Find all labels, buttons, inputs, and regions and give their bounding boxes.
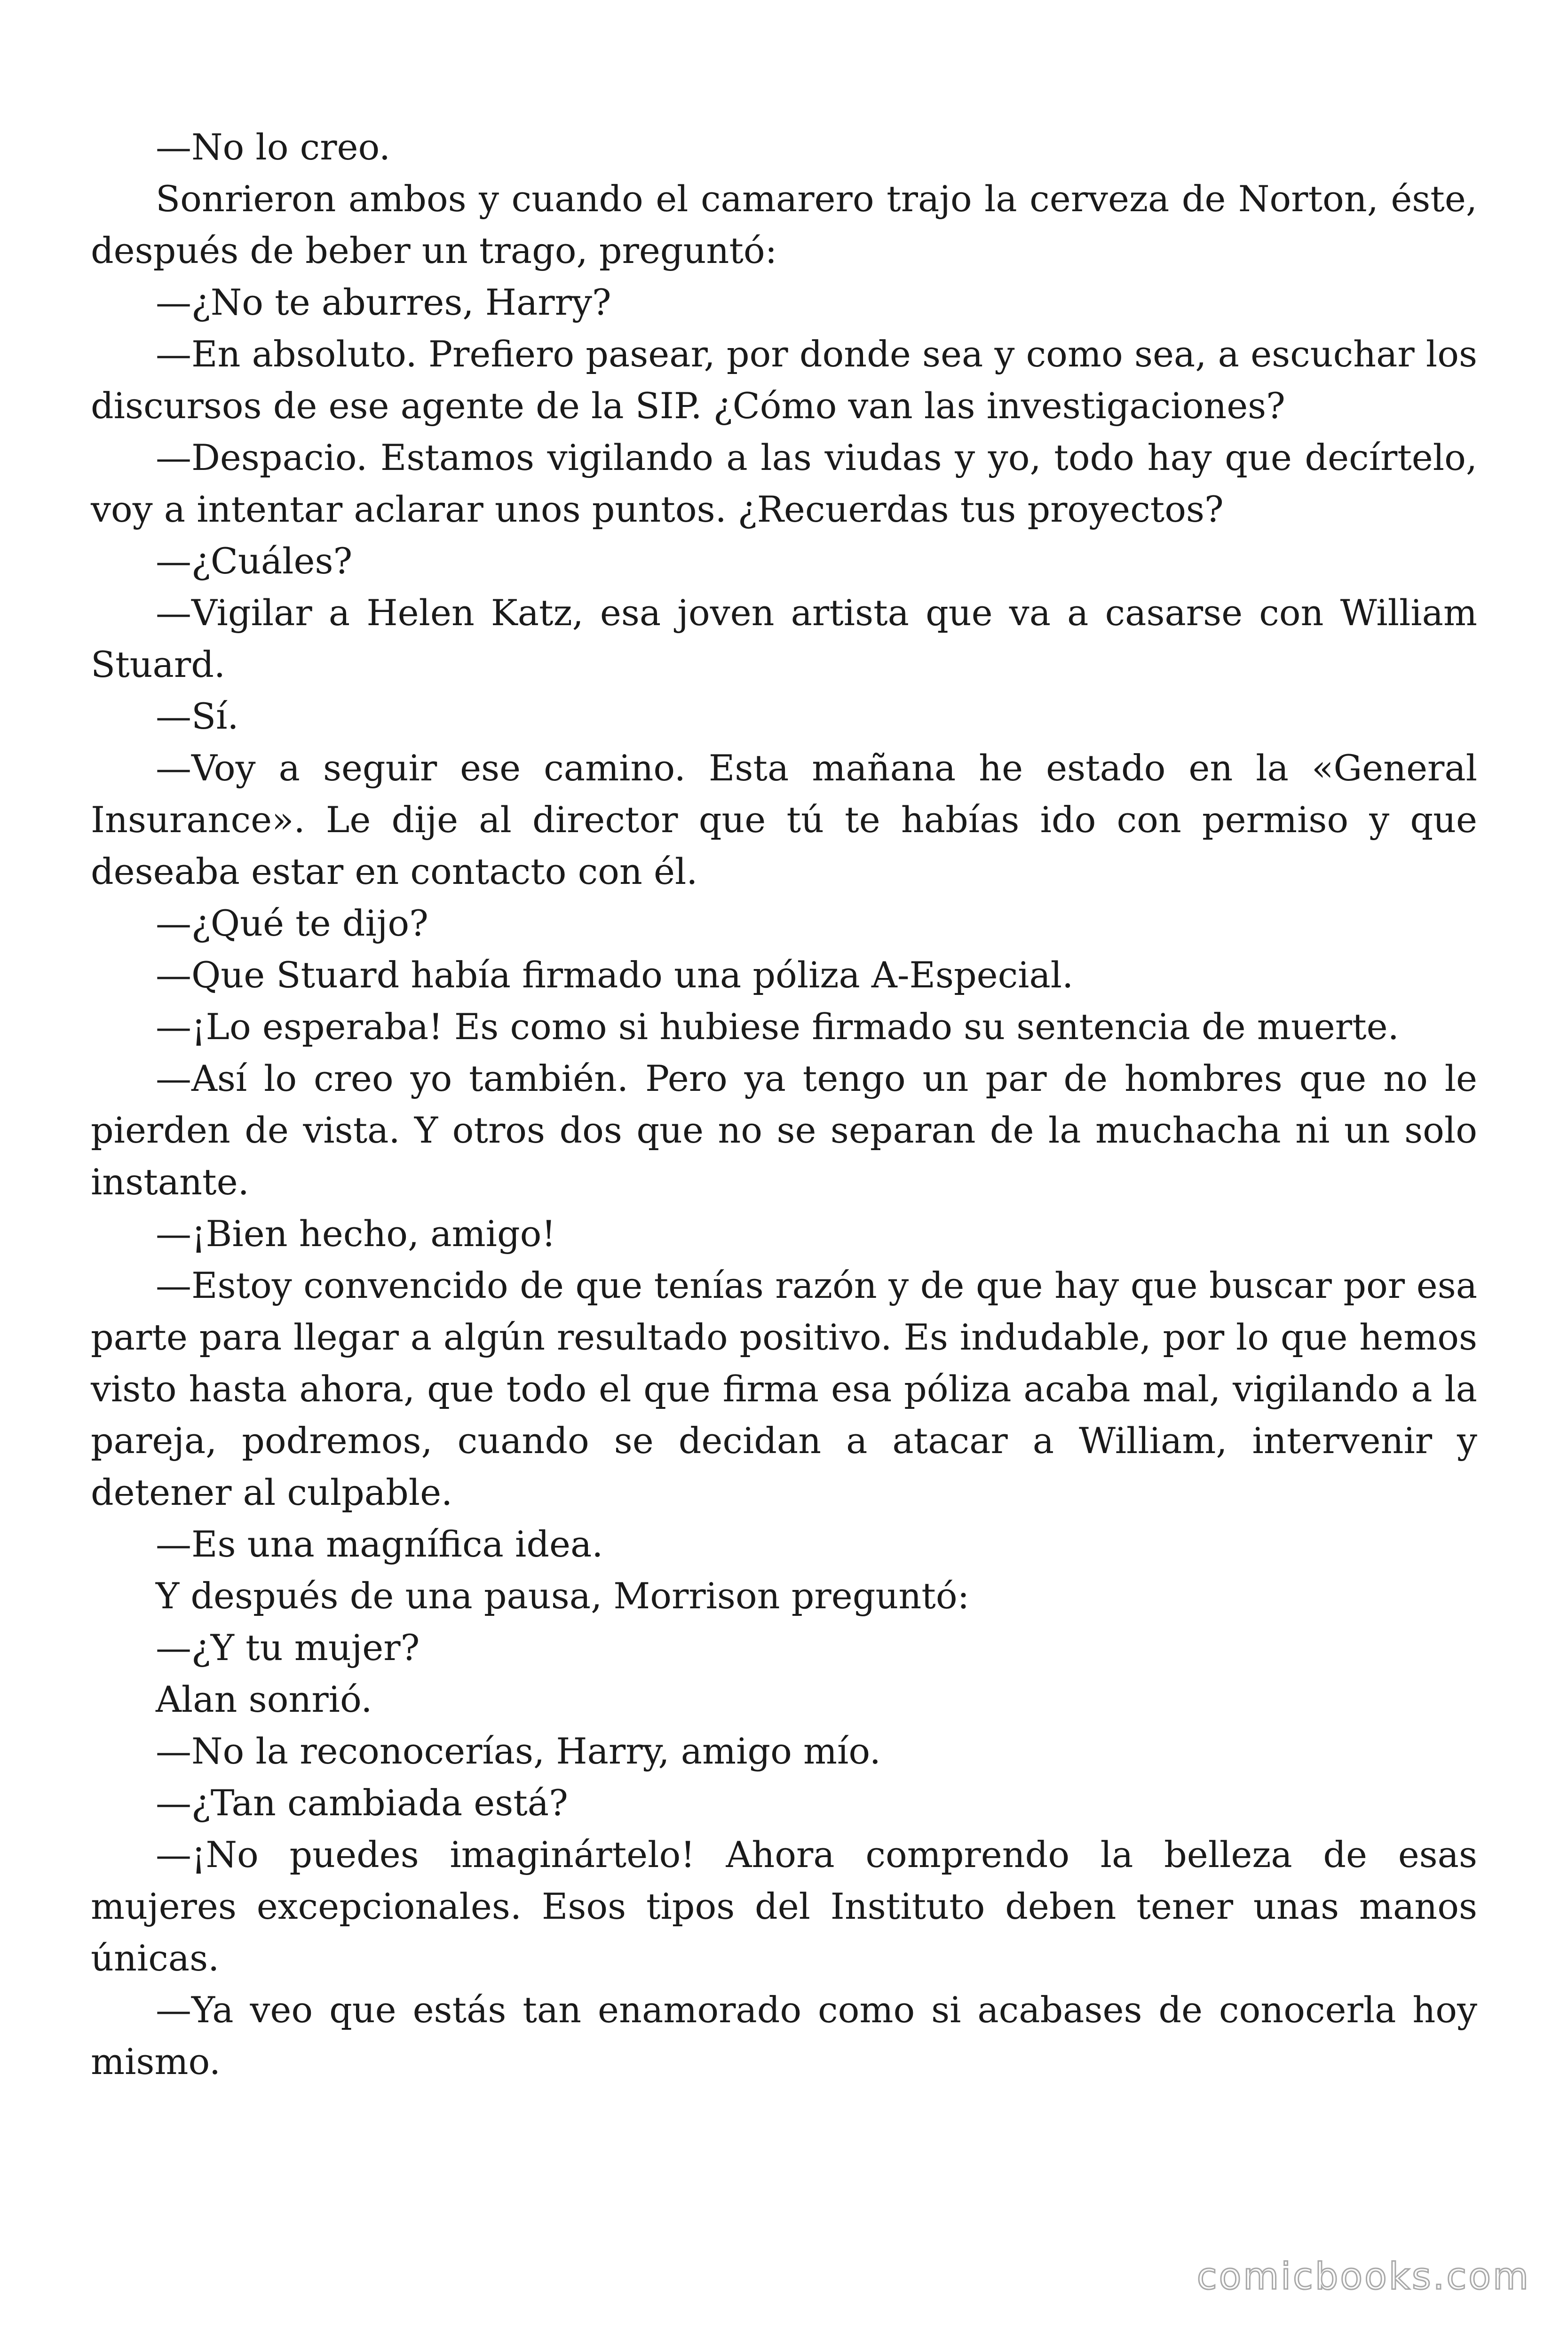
paragraph: —Así lo creo yo también. Pero ya tengo un par de hombres que no le pierden de vista. Y otros dos que no se separan de la muchacha ni un solo instante. (91, 1057, 1477, 1203)
paragraph: —Es una magnífica idea. (156, 1523, 603, 1565)
paragraph: —¡Lo esperaba! Es como si hubiese firmado su sentencia de muerte. (156, 1006, 1399, 1048)
paragraph: Sonrieron ambos y cuando el camarero trajo la cerveza de Norton, éste, después de beber un trago, preguntó: (91, 178, 1477, 271)
paragraph: —¿Y tu mujer? (156, 1627, 420, 1669)
paragraph: —Vigilar a Helen Katz, esa joven artista que va a casarse con William Stuard. (91, 592, 1477, 685)
paragraph: —Estoy convencido de que tenías razón y de que hay que buscar por esa parte para llegar a algún resultado positivo. Es indudable, por lo que hemos visto hasta ahora, que todo el que firma esa póliza acaba mal, vigilando a la pareja, podremos, cuando se decidan a atacar a William, intervenir y detener al culpable. (91, 1264, 1477, 1513)
watermark: comicbooks.com (1196, 2256, 1530, 2298)
paragraph: —¿Qué te dijo? (156, 902, 428, 944)
paragraph: —No lo creo. (156, 126, 391, 168)
paragraph: —Ya veo que estás tan enamorado como si acabases de conocerla hoy mismo. (91, 1989, 1477, 2082)
paragraph: —¡No puedes imaginártelo! Ahora comprendo la belleza de esas mujeres excepcionales. Esos tipos del Instituto deben tener unas manos únicas. (91, 1834, 1477, 1979)
paragraph: —En absoluto. Prefiero pasear, por donde sea y como sea, a escuchar los discursos de ese agente de la SIP. ¿Cómo van las investigaciones? (91, 333, 1477, 427)
paragraph: —Que Stuard había firmado una póliza A-Especial. (156, 954, 1074, 996)
paragraph: —¿No te aburres, Harry? (156, 281, 611, 323)
paragraph: Alan sonrió. (156, 1678, 372, 1720)
paragraph: —¡Bien hecho, amigo! (156, 1213, 556, 1255)
paragraph: Y después de una pausa, Morrison preguntó: (156, 1575, 970, 1617)
paragraph: —Sí. (156, 695, 239, 737)
paragraph: —Despacio. Estamos vigilando a las viudas y yo, todo hay que decírtelo, voy a intentar aclarar unos puntos. ¿Recuerdas tus proyectos? (91, 437, 1477, 530)
paragraph: —Voy a seguir ese camino. Esta mañana he estado en la «General Insurance». Le dije al director que tú te habías ido con permiso y que deseaba estar en contacto con él. (91, 747, 1477, 892)
page-body (91, 121, 1477, 2088)
paragraph: —¿Cuáles? (156, 540, 353, 582)
paragraph: —No la reconocerías, Harry, amigo mío. (156, 1730, 881, 1772)
paragraph: —¿Tan cambiada está? (156, 1782, 568, 1824)
